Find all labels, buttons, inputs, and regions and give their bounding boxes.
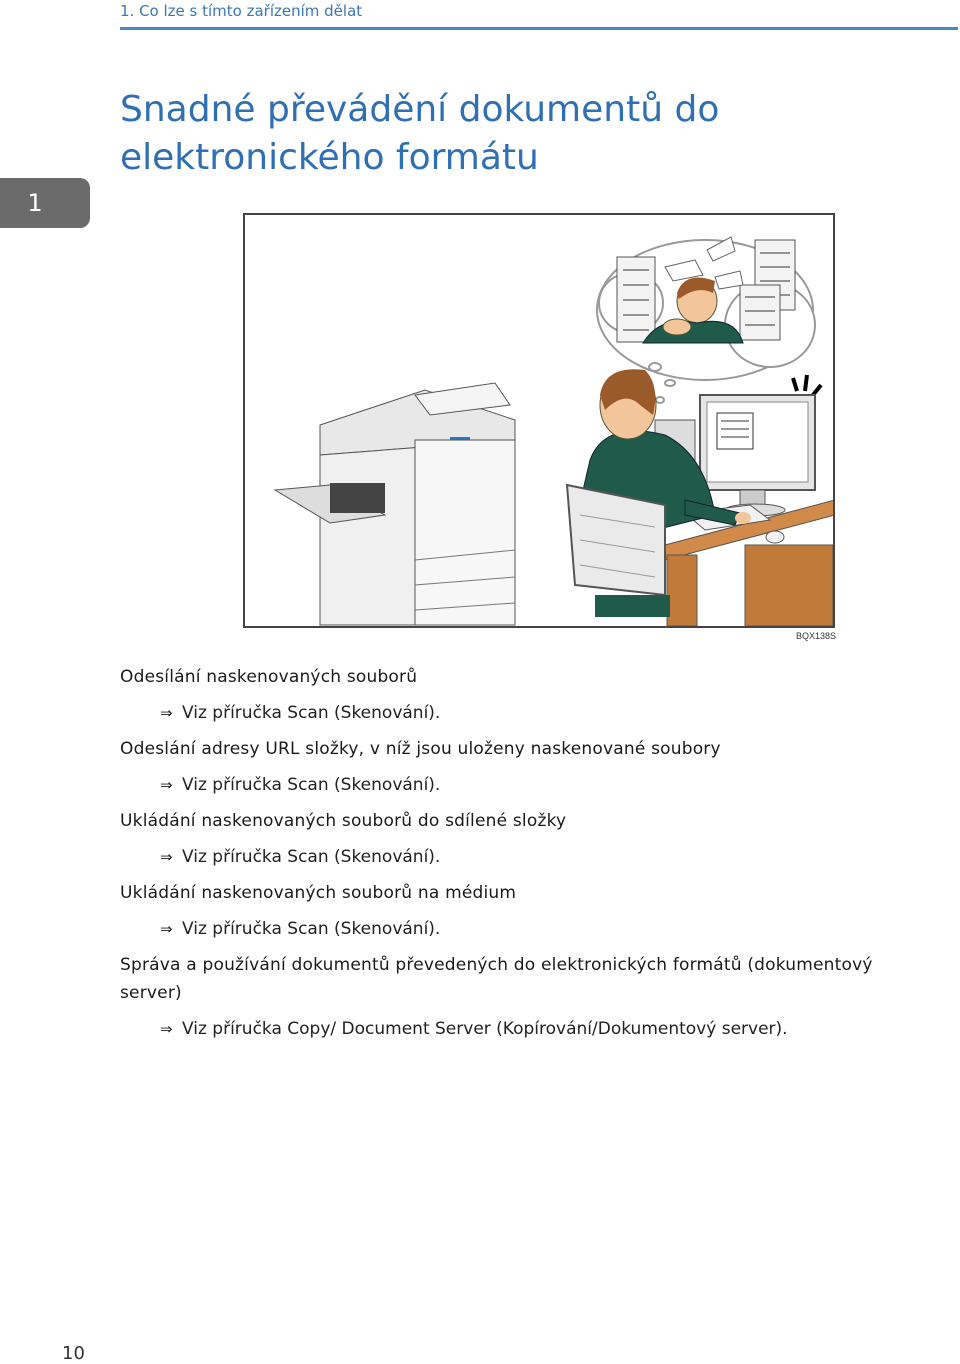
reference-line: [160, 699, 920, 727]
reference-text: Viz příručka Scan (Skenování).: [182, 919, 441, 939]
arrow-right-icon: ⇒: [160, 920, 173, 938]
reference-text: Viz příručka Scan (Skenování).: [182, 847, 441, 867]
office-chair: [567, 485, 670, 617]
list-item: [120, 663, 920, 727]
item-title: Ukládání naskenovaných souborů do sdílené složky: [120, 811, 567, 831]
reference-text: Viz příručka Copy/ Document Server (Kopírování/Dokumentový server).: [182, 1019, 788, 1039]
reference-line: [160, 1015, 920, 1043]
page-title: [120, 86, 880, 182]
item-title: Odeslání adresy URL složky, v níž jsou uloženy naskenované soubory: [120, 739, 721, 759]
page-title-line-2: elektronického formátu: [120, 137, 539, 178]
feature-list: [120, 663, 920, 1051]
item-title: Odesílání naskenovaných souborů: [120, 667, 418, 687]
list-item: [120, 807, 920, 871]
header-rule: [120, 27, 958, 30]
arrow-right-icon: ⇒: [160, 776, 173, 794]
arrow-right-icon: ⇒: [160, 704, 173, 722]
figure-code: BQX138S: [796, 631, 837, 641]
reference-text: Viz příručka Scan (Skenování).: [182, 703, 441, 723]
office-scanning-illustration: [245, 215, 833, 626]
illustration-frame: [243, 213, 835, 628]
reference-line: [160, 915, 920, 943]
mouse: [766, 531, 784, 543]
item-title: Ukládání naskenovaných souborů na médium: [120, 883, 517, 903]
reference-line: [160, 771, 920, 799]
list-item: [120, 879, 920, 943]
chapter-tab: 1: [0, 178, 90, 228]
list-item: [120, 951, 920, 1043]
reference-line: [160, 843, 920, 871]
stress-marks: [793, 375, 821, 395]
list-item: [120, 735, 920, 799]
running-header: 1. Co lze s tímto zařízením dělat: [120, 2, 363, 20]
arrow-right-icon: ⇒: [160, 1020, 173, 1038]
page-title-line-1: Snadné převádění dokumentů do: [120, 89, 720, 130]
multifunction-printer: [275, 383, 515, 625]
item-title: Správa a používání dokumentů převedených do elektronických formátů (dokumentový server): [120, 955, 873, 1003]
page-number: 10: [62, 1343, 85, 1364]
arrow-right-icon: ⇒: [160, 848, 173, 866]
reference-text: Viz příručka Scan (Skenování).: [182, 775, 441, 795]
